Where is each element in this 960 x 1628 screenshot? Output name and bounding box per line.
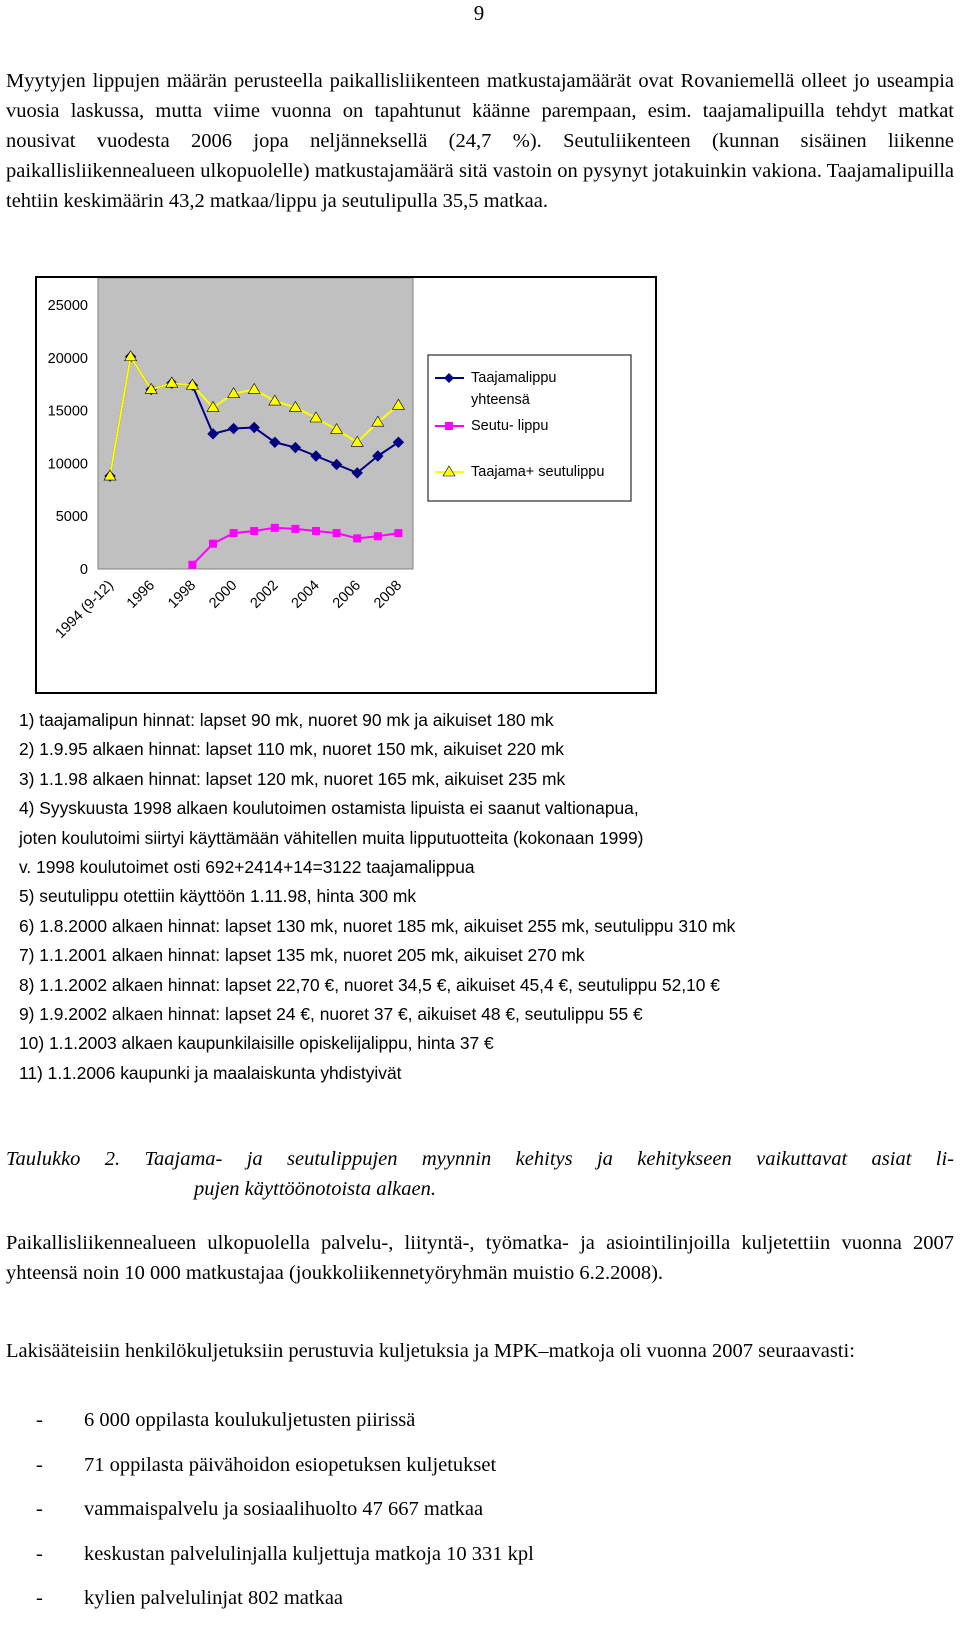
data-point [250, 527, 258, 535]
x-tick-label: 2006 [329, 577, 365, 612]
list-dash: - [36, 1453, 43, 1476]
y-tick-label: 0 [79, 562, 88, 578]
note-item: 6) 1.8.2000 alkaen hinnat: lapset 130 mk, nuoret 185 mk, aikuiset 255 mk, seutulippu 310 mk [19, 915, 736, 936]
data-point [209, 540, 217, 548]
data-point [312, 527, 320, 535]
data-point [374, 532, 382, 540]
note-item: v. 1998 koulutoimet osti 692+2414+14=3122 taajamalippua [19, 856, 475, 877]
intro-paragraph: Myytyjen lippujen määrän perusteella paikallisliikenteen matkustajamäärät ovat Rovaniemellä olleet jo useampia vuosia laskussa, mutta viime vuonna on tapahtunut käänne parempaan, esim. taajamalipuilla tehdyt matkat nousivat vuodesta 2006 jopa neljänneksellä (24,7 %). Seutuliikenteen (kunnan sisäinen liikenne paikallisliikennealueen ulkopuolelle) matkustajamäärä sitä vastoin on pysynyt jotakuinkin vakiona. Taajamalipuilla tehtiin keskimäärin 43,2 matkaa/lippu ja seutulipulla 35,5 matkaa. [6, 70, 954, 212]
note-item: 7) 1.1.2001 alkaen hinnat: lapset 135 mk, nuoret 205 mk, aikuiset 270 mk [19, 945, 585, 966]
chart-canvas [37, 278, 659, 696]
data-point [271, 524, 279, 532]
y-tick-label: 25000 [47, 298, 88, 314]
data-point [230, 529, 238, 537]
list-item [36, 1583, 936, 1628]
table-caption [6, 1144, 954, 1204]
list-item-text: 6 000 oppilasta koulukuljetusten piirissä [84, 1409, 416, 1431]
note-item: 9) 1.9.2002 alkaen hinnat: lapset 24 €, nuoret 37 €, aikuiset 48 €, seutulippu 55 € [19, 1003, 643, 1024]
data-point [188, 561, 196, 569]
legend-label: Seutu- lippu [471, 418, 549, 434]
note-item: 5) seutulippu otettiin käyttöön 1.11.98, hinta 300 mk [19, 886, 417, 907]
data-point [353, 534, 361, 542]
note-item: 2) 1.9.95 alkaen hinnat: lapset 110 mk, nuoret 150 mk, aikuiset 220 mk [19, 739, 564, 760]
note-item: 11) 1.1.2006 kaupunki ja maalaiskunta yhdistyivät [19, 1062, 402, 1083]
y-tick-label: 10000 [47, 456, 88, 473]
x-tick-label: 1994 (9-12) [52, 577, 117, 642]
paragraph-2: Paikallisliikennealueen ulkopuolella palvelu-, liityntä-, työmatka- ja asiointilinjoilla kuljetettiin vuonna 2007 yhteensä noin 10 000 matkustajaa (joukkoliikennetyöryhmän muistio 6.2.2008). [6, 1232, 954, 1284]
legend-label: yhteensä [471, 392, 530, 408]
list-dash: - [36, 1542, 43, 1565]
chart-notes [19, 706, 949, 1088]
list-item [36, 1494, 936, 1539]
legend-marker [445, 422, 453, 430]
list-item-text: vammaispalvelu ja sosiaalihuolto 47 667 matkaa [84, 1498, 484, 1520]
paragraph-3: Lakisääteisiin henkilökuljetuksiin perustuvia kuljetuksia ja MPK–matkoja oli vuonna 2007 seuraavasti: [6, 1340, 855, 1362]
y-tick-label: 20000 [47, 350, 88, 367]
y-tick-label: 15000 [47, 403, 88, 420]
x-tick-label: 1996 [123, 577, 159, 612]
legend-label: Taajama+ seutulippu [471, 464, 605, 480]
data-point [333, 529, 341, 537]
transport-list [36, 1405, 936, 1628]
y-tick-label: 5000 [55, 509, 88, 526]
note-item: 10) 1.1.2003 alkaen kaupunkilaisille opiskelijalippu, hinta 37 € [19, 1033, 494, 1054]
note-item: 3) 1.1.98 alkaen hinnat: lapset 120 mk, nuoret 165 mk, aikuiset 235 mk [19, 768, 566, 789]
list-dash: - [36, 1498, 43, 1520]
note-item: 8) 1.1.2002 alkaen hinnat: lapset 22,70 €, nuoret 34,5 €, aikuiset 45,4 €, seutulippu 52,10 € [19, 974, 720, 995]
list-item-text: kylien palvelulinjat 802 matkaa [84, 1587, 344, 1609]
list-item-text: keskustan palvelulinjalla kuljettuja matkoja 10 331 kpl [84, 1542, 534, 1565]
caption-line-2: pujen käyttöönotoista alkaen. [194, 1178, 436, 1200]
ticket-sales-chart [35, 276, 657, 694]
legend-label: Taajamalippu [471, 370, 557, 386]
list-item [36, 1405, 936, 1450]
page-number: 9 [473, 1, 485, 25]
x-tick-label: 2004 [288, 577, 323, 612]
x-tick-label: 2002 [247, 577, 282, 612]
note-item: 1) taajamalipun hinnat: lapset 90 mk, nuoret 90 mk ja aikuiset 180 mk [19, 710, 554, 730]
caption-line-1: Taulukko 2. Taajama- ja seutulippujen myynnin kehitys ja kehitykseen vaikuttavat asiat li- [6, 1148, 954, 1170]
list-dash: - [36, 1587, 43, 1609]
x-tick-label: 2000 [206, 577, 241, 612]
list-item-text: 71 oppilasta päivähoidon esiopetuksen kuljetukset [84, 1453, 497, 1476]
list-dash: - [36, 1409, 43, 1431]
data-point [291, 525, 299, 533]
list-item [36, 1450, 936, 1495]
note-item: joten koulutoimi siirtyi käyttämään vähitellen muita lipputuotteita (kokonaan 1999) [19, 827, 644, 848]
data-point [394, 529, 402, 537]
note-item: 4) Syyskuusta 1998 alkaen koulutoimen ostamista lipuista ei saanut valtionapua, [19, 798, 639, 819]
x-tick-label: 2008 [371, 577, 406, 612]
list-item [36, 1539, 936, 1584]
x-tick-label: 1998 [165, 577, 200, 612]
